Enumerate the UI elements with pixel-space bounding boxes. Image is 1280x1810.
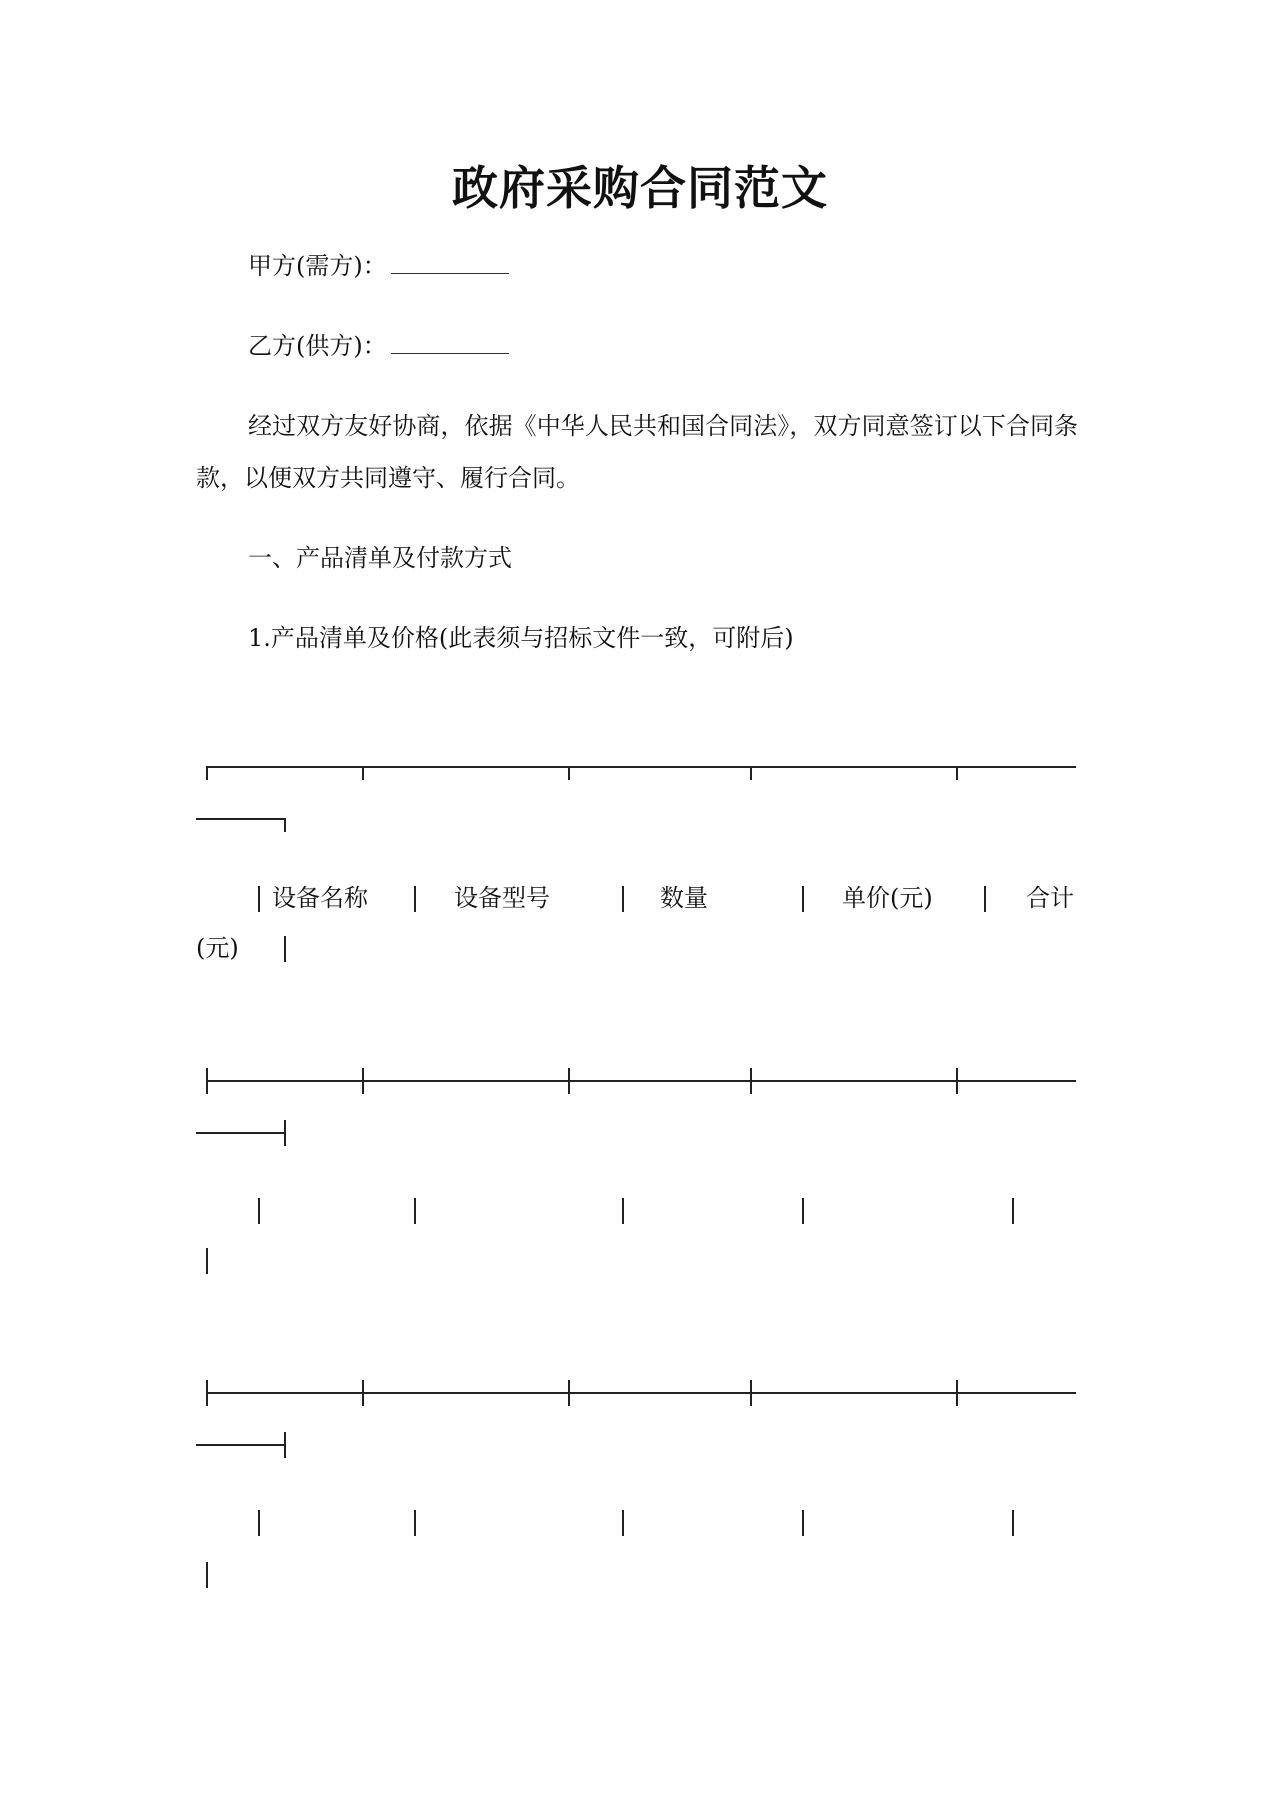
table-border-tick (362, 1380, 364, 1406)
table-border-tick (568, 1068, 570, 1094)
table-cell-divider (1012, 1198, 1014, 1224)
table-row-separator (206, 1392, 1076, 1394)
table-border-tick (362, 766, 364, 780)
header-device-model: 设备型号 (454, 884, 550, 912)
table-cell-divider (284, 936, 286, 962)
table-cell-divider (802, 886, 804, 912)
table-top-border-wrap (196, 818, 284, 820)
section-1-heading: 一、产品清单及付款方式 (248, 544, 512, 572)
table-cell-divider (802, 1198, 804, 1224)
party-b-blank-field[interactable] (391, 331, 509, 354)
table-cell-divider (622, 1198, 624, 1224)
table-row-separator-wrap (196, 1444, 284, 1446)
table-cell-divider (414, 1198, 416, 1224)
party-b-line (248, 330, 509, 362)
header-total: 合计 (1026, 884, 1074, 912)
table-cell-divider (622, 1510, 624, 1536)
table-cell-divider (206, 1562, 208, 1588)
table-border-tick (568, 1380, 570, 1406)
party-a-line (248, 250, 509, 282)
party-b-label: 乙方(供方)： (248, 332, 387, 360)
table-border-tick (956, 1380, 958, 1406)
table-cell-divider (206, 1248, 208, 1274)
table-cell-divider (414, 1510, 416, 1536)
table-border-tick (956, 1068, 958, 1094)
party-a-blank-field[interactable] (391, 251, 509, 274)
table-top-border (206, 766, 1076, 768)
table-border-tick (750, 1068, 752, 1094)
header-quantity: 数量 (660, 884, 708, 912)
table-border-tick (750, 1380, 752, 1406)
table-border-tick (284, 818, 286, 832)
table-cell-divider (802, 1510, 804, 1536)
table-cell-divider (258, 1510, 260, 1536)
subsection-1-heading: 1.产品清单及价格(此表须与招标文件一致，可附后) (248, 624, 794, 652)
intro-paragraph: 经过双方友好协商，依据《中华人民共和国合同法》，双方同意签订以下合同条款，以便双方共同遵守、履行合同。 (196, 412, 1078, 492)
table-border-tick (956, 766, 958, 780)
table-border-tick (284, 1120, 286, 1146)
table-cell-divider (1012, 1510, 1014, 1536)
table-border-tick (206, 766, 208, 780)
table-cell-divider (258, 1198, 260, 1224)
table-border-tick (568, 766, 570, 780)
table-cell-divider (984, 886, 986, 912)
table-cell-divider (258, 886, 260, 912)
table-cell-divider (414, 886, 416, 912)
document-title: 政府采购合同范文 (452, 161, 828, 215)
party-a-label: 甲方(需方)： (248, 252, 387, 280)
header-device-name: 设备名称 (272, 884, 368, 912)
table-border-tick (750, 766, 752, 780)
header-unit-price: 单价(元) (842, 884, 933, 912)
table-row-separator (206, 1080, 1076, 1082)
table-border-tick (284, 1432, 286, 1458)
table-cell-divider (622, 886, 624, 912)
header-total-unit: (元) (196, 934, 239, 962)
table-row-separator-wrap (196, 1132, 284, 1134)
table-border-tick (362, 1068, 364, 1094)
